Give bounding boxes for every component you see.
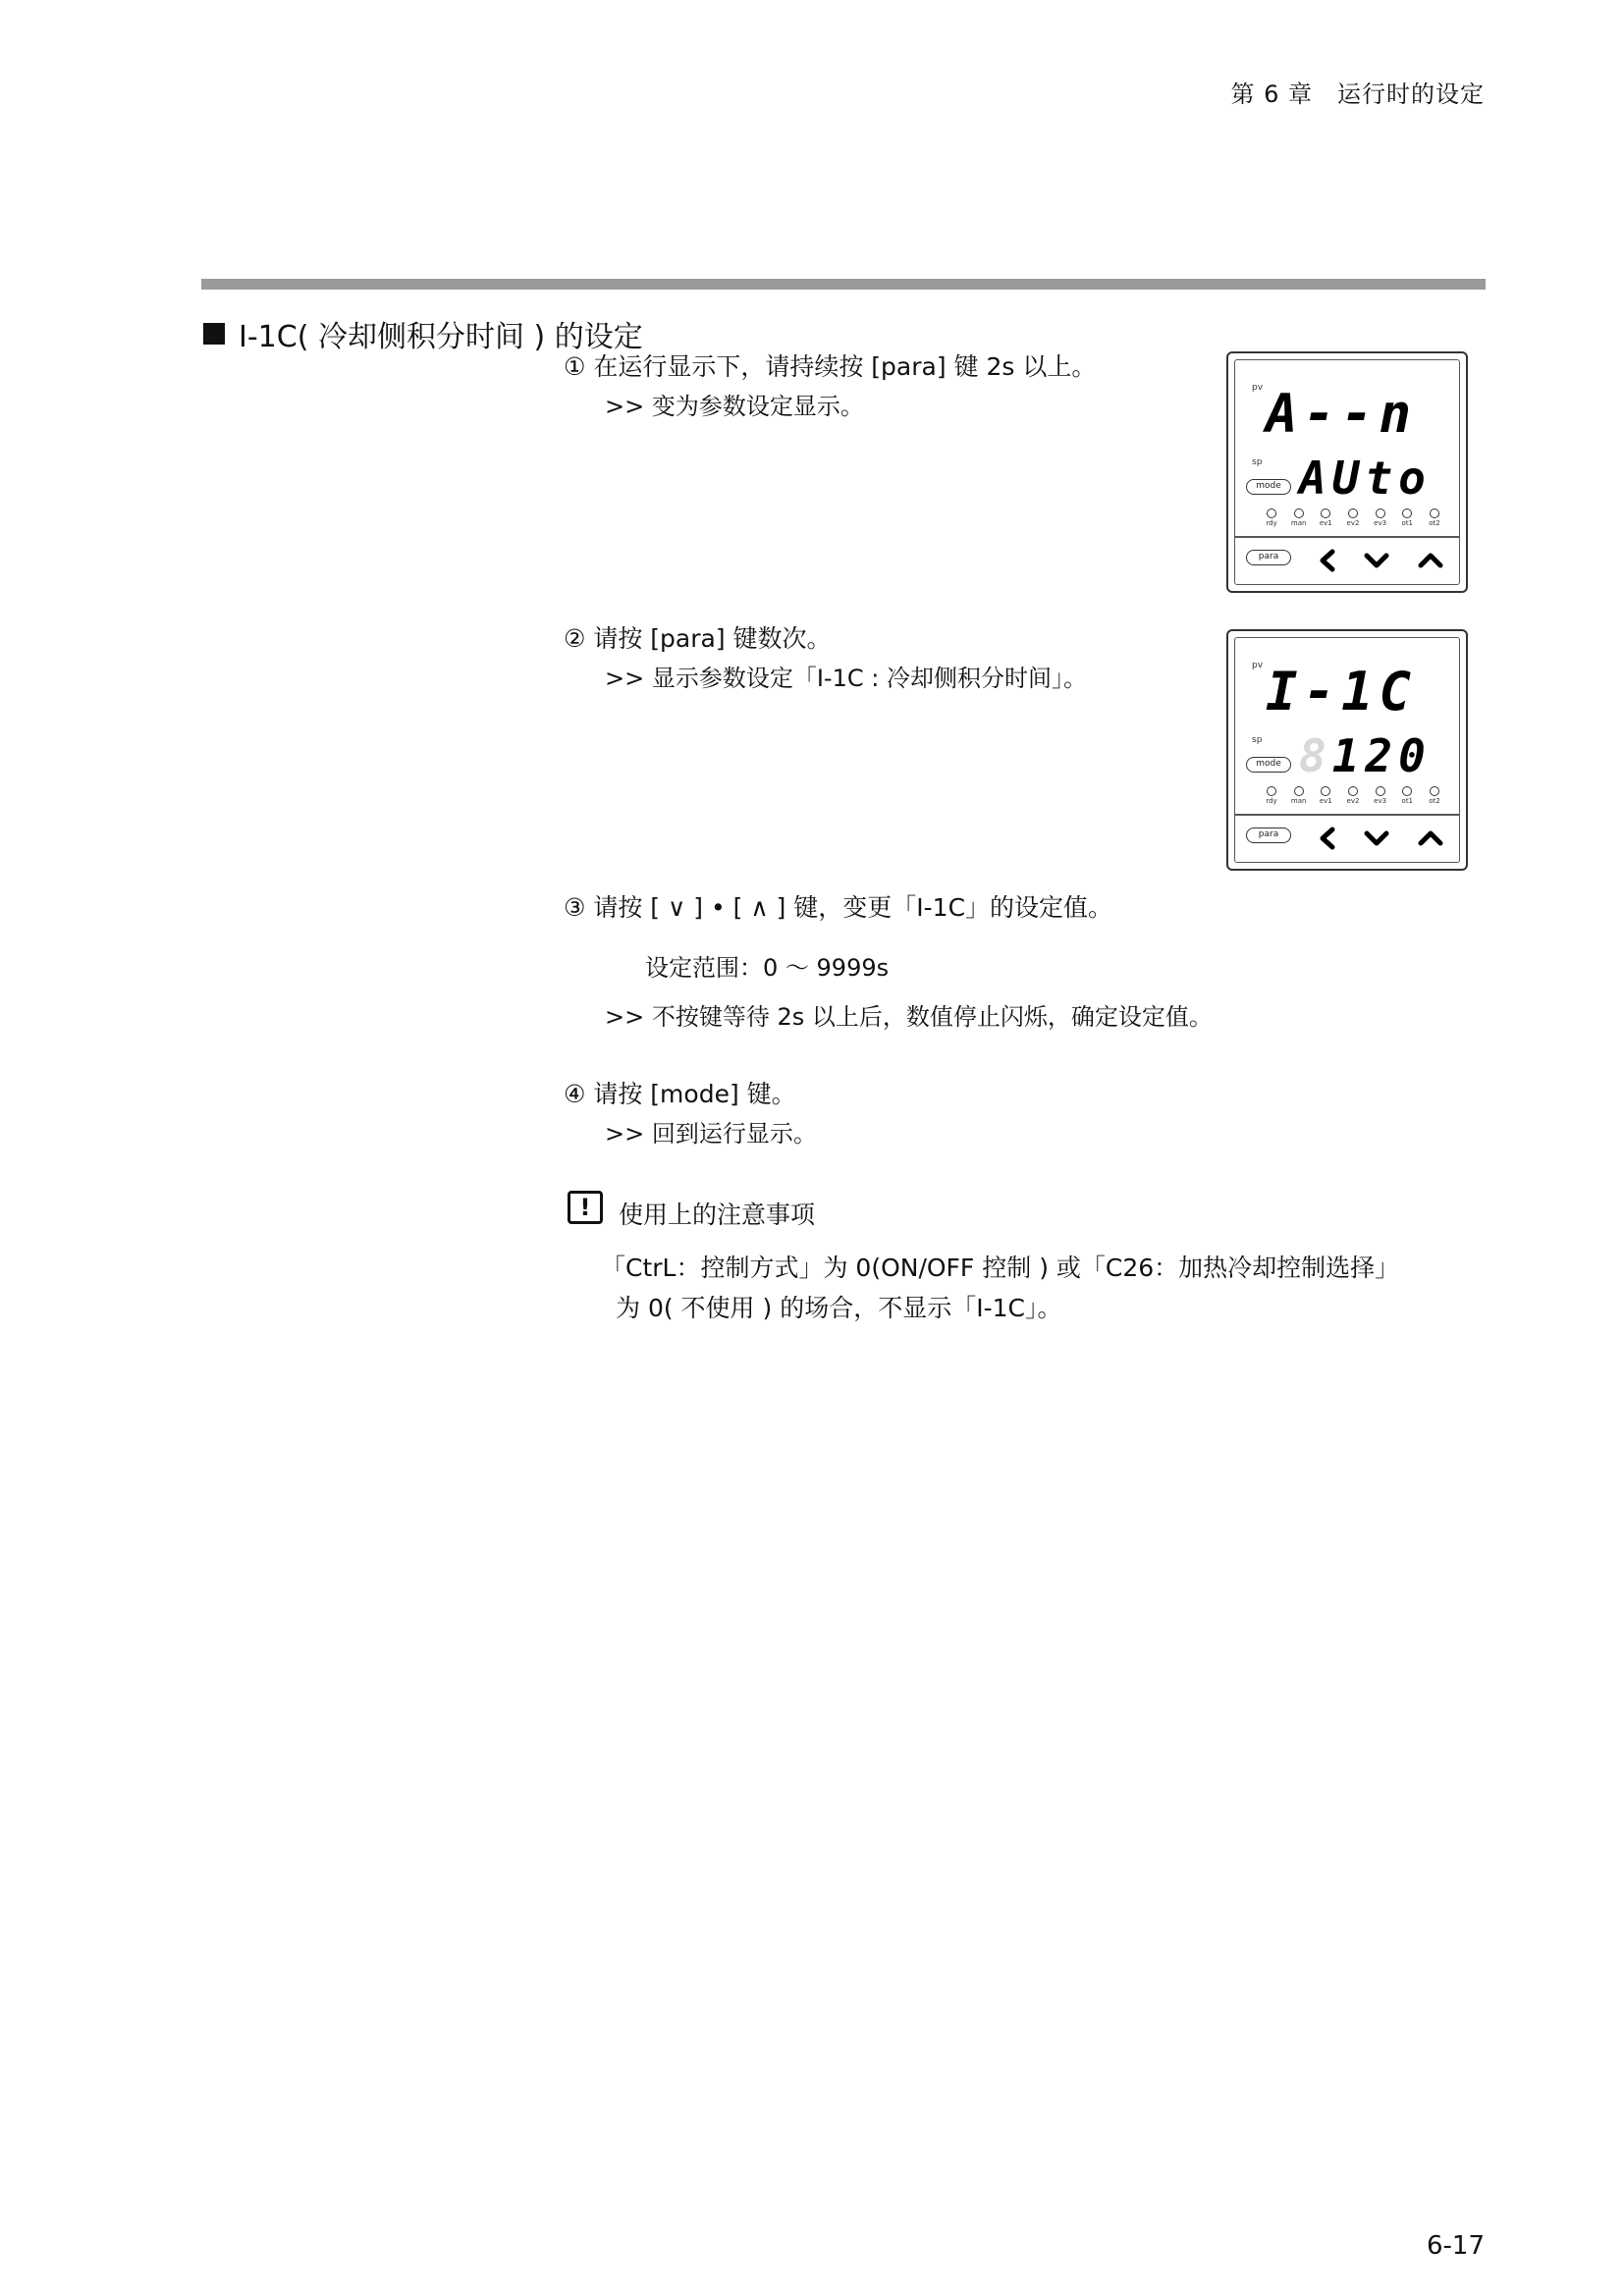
step-3-result: >> 不按键等待 2s 以上后，数值停止闪烁，确定设定值。 bbox=[605, 1003, 1213, 1031]
controller-panel-2 bbox=[1226, 629, 1468, 871]
led-ot1: ot1 bbox=[1395, 786, 1419, 805]
led-ev2: ev2 bbox=[1341, 508, 1365, 527]
sp-label: sp bbox=[1252, 735, 1263, 745]
up-arrow-icon[interactable] bbox=[1421, 833, 1440, 843]
led-ot2: ot2 bbox=[1423, 508, 1446, 527]
led-ev3: ev3 bbox=[1369, 508, 1392, 527]
square-bullet-icon bbox=[203, 323, 225, 345]
mode-button[interactable]: mode bbox=[1246, 479, 1291, 495]
caution-text-line-1: 「CtrL：控制方式」为 0(ON/OFF 控制 ) 或「C26：加热冷却控制选择」 bbox=[601, 1254, 1400, 1282]
down-arrow-icon[interactable] bbox=[1367, 833, 1386, 843]
led-man: man bbox=[1287, 786, 1311, 805]
led-ot2: ot2 bbox=[1423, 786, 1446, 805]
page-number: 6-17 bbox=[1426, 2231, 1485, 2261]
pv-label: pv bbox=[1252, 661, 1264, 670]
down-arrow-icon[interactable] bbox=[1367, 556, 1386, 565]
caution-title: 使用上的注意事项 bbox=[619, 1201, 816, 1229]
sp-display: AUto bbox=[1299, 452, 1432, 505]
step-1-text: ① 在运行显示下，请持续按 [para] 键 2s 以上。 bbox=[564, 352, 1097, 381]
caution-text-line-2: 为 0( 不使用 ) 的场合，不显示「I-1C」。 bbox=[616, 1294, 1062, 1322]
step-2-text: ② 请按 [para] 键数次。 bbox=[564, 624, 832, 653]
step-4-text: ④ 请按 [mode] 键。 bbox=[564, 1080, 796, 1108]
section-title: I-1C( 冷却侧积分时间 ) 的设定 bbox=[239, 320, 643, 354]
led-rdy: rdy bbox=[1260, 508, 1283, 527]
led-ev1: ev1 bbox=[1314, 508, 1337, 527]
controller-panel-1 bbox=[1226, 351, 1468, 593]
led-man: man bbox=[1287, 508, 1311, 527]
section-divider bbox=[201, 279, 1486, 290]
left-arrow-icon[interactable] bbox=[1323, 829, 1332, 847]
chapter-header: 第 6 章 运行时的设定 bbox=[1230, 80, 1485, 108]
para-button[interactable]: para bbox=[1246, 828, 1291, 843]
mode-button[interactable]: mode bbox=[1246, 757, 1291, 773]
led-ev2: ev2 bbox=[1341, 786, 1365, 805]
left-arrow-icon[interactable] bbox=[1323, 552, 1332, 569]
led-rdy: rdy bbox=[1260, 786, 1283, 805]
para-button[interactable]: para bbox=[1246, 550, 1291, 565]
step-1-result: >> 变为参数设定显示。 bbox=[605, 393, 864, 420]
led-ev3: ev3 bbox=[1369, 786, 1392, 805]
led-ev1: ev1 bbox=[1314, 786, 1337, 805]
exclamation-icon: ! bbox=[568, 1191, 603, 1224]
pv-display: A--n bbox=[1266, 383, 1418, 445]
arrow-keys bbox=[1313, 546, 1450, 575]
step-2-result: >> 显示参数设定「I-1C : 冷却侧积分时间」。 bbox=[605, 665, 1087, 692]
sp-label: sp bbox=[1252, 457, 1263, 467]
status-leds bbox=[1260, 786, 1446, 805]
pv-label: pv bbox=[1252, 383, 1264, 393]
led-ot1: ot1 bbox=[1395, 508, 1419, 527]
status-leds bbox=[1260, 508, 1446, 527]
sp-display: 8120 bbox=[1299, 729, 1432, 782]
step-4-result: >> 回到运行显示。 bbox=[605, 1120, 817, 1148]
step-3-text: ③ 请按 [ ∨ ] • [ ∧ ] 键，变更「I-1C」的设定值。 bbox=[564, 893, 1113, 922]
pv-display: I-1C bbox=[1266, 661, 1418, 722]
arrow-keys bbox=[1313, 824, 1450, 853]
up-arrow-icon[interactable] bbox=[1421, 556, 1440, 565]
step-3-range: 设定范围：0 ～ 9999s bbox=[645, 954, 890, 982]
